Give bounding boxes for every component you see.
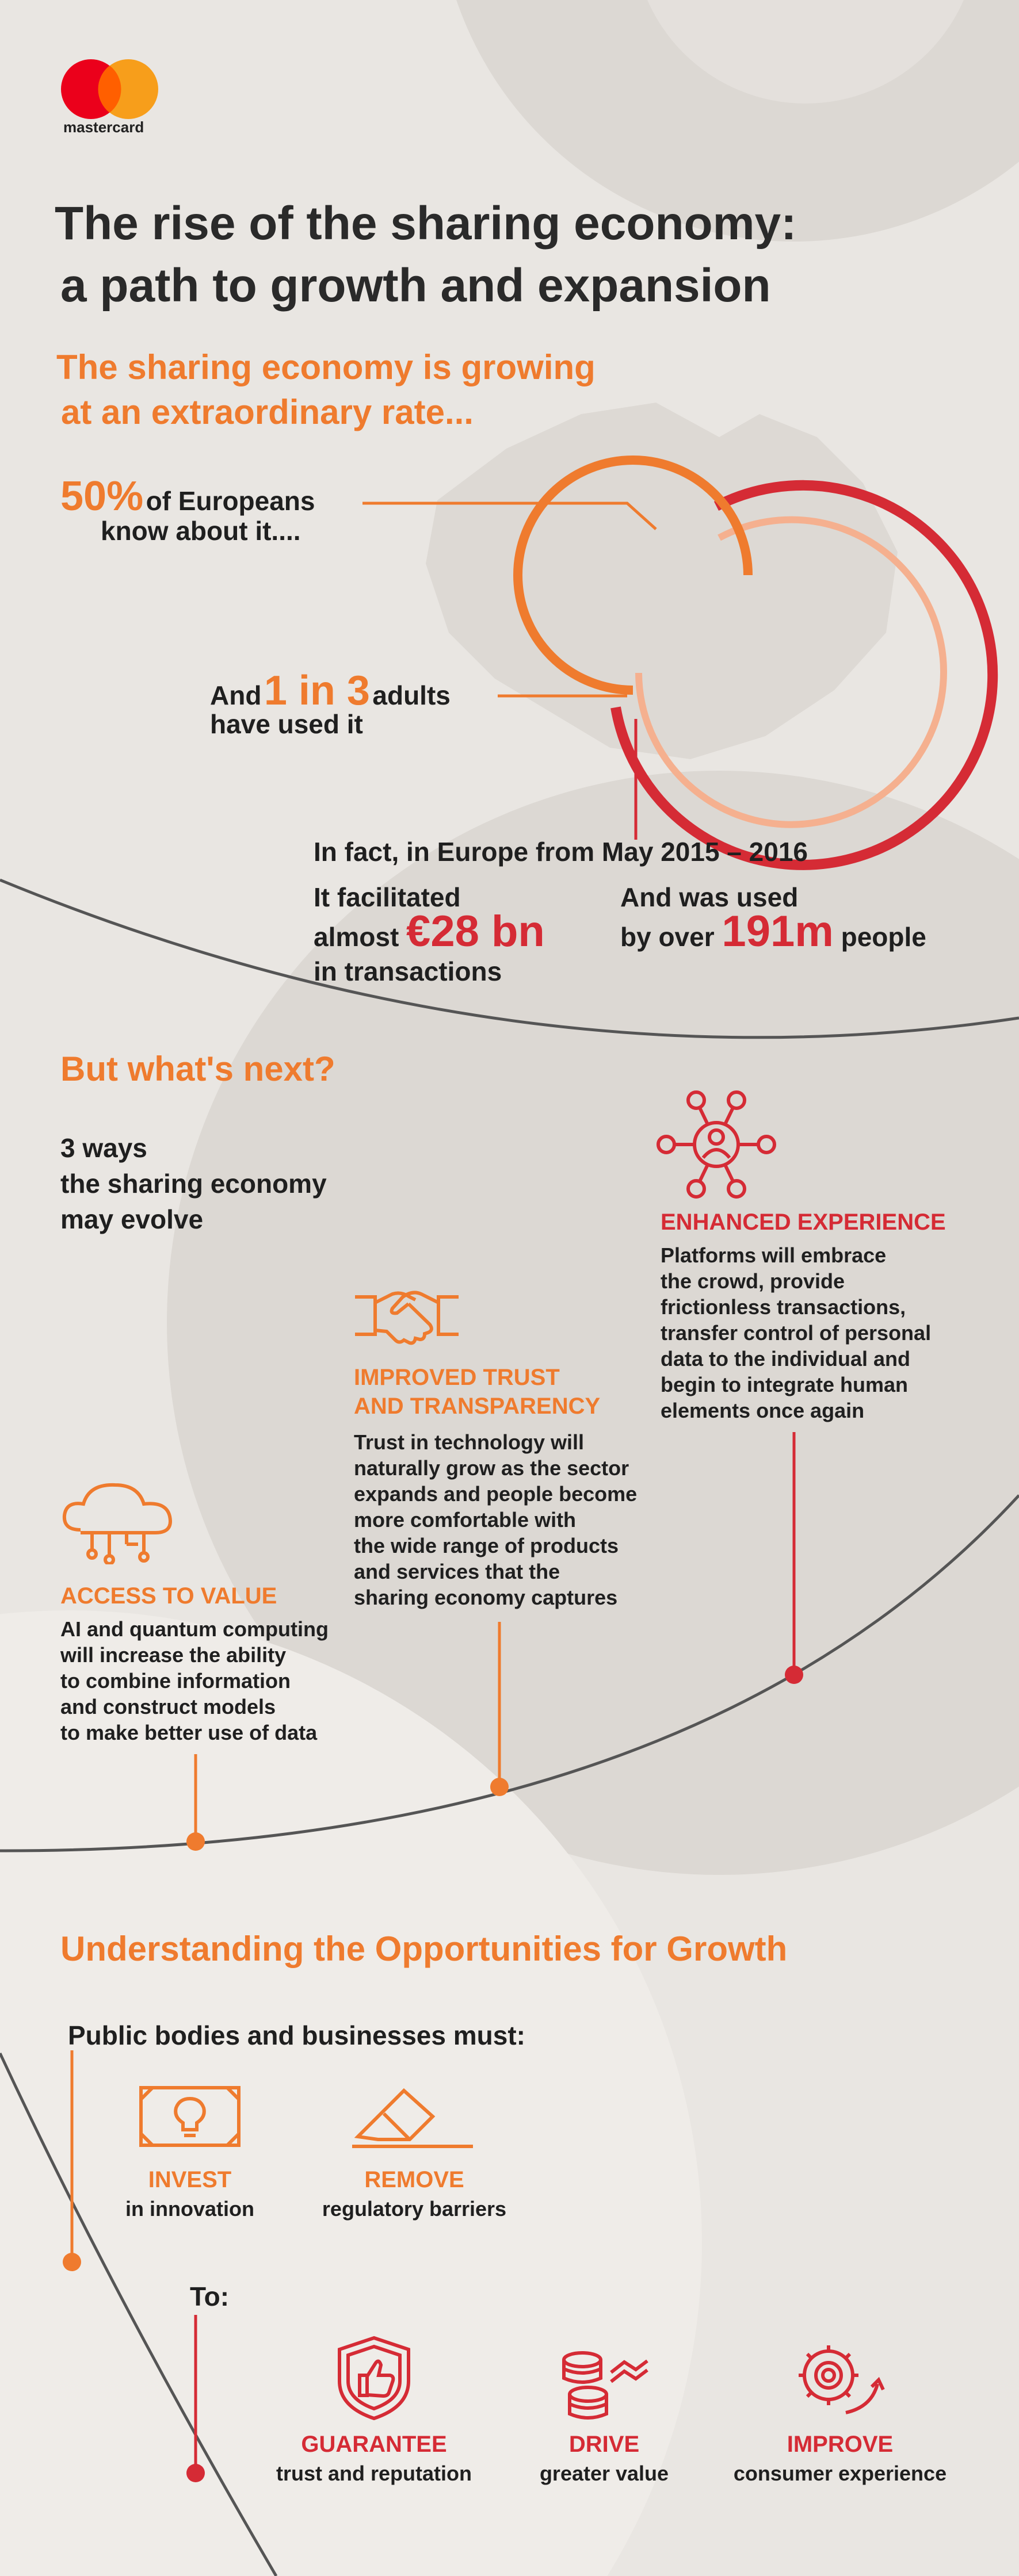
action-invest-title: INVEST bbox=[148, 2167, 232, 2192]
action-remove-text: regulatory barriers bbox=[322, 2197, 507, 2221]
fact-heading: In fact, in Europe from May 2015 – 2016 bbox=[314, 837, 808, 867]
fact-users-value: 191m bbox=[722, 907, 834, 956]
way-experience-line: Platforms will embrace bbox=[661, 1243, 887, 1267]
fact-transactions-line2 bbox=[314, 907, 545, 956]
fact-transactions-line1: It facilitated bbox=[314, 882, 461, 912]
next-subheading bbox=[60, 1130, 327, 1237]
outcome-drive-text: greater value bbox=[539, 2462, 669, 2485]
outcome-guarantee-text: trust and reputation bbox=[276, 2462, 472, 2485]
stat-usage-prefix: And bbox=[210, 680, 262, 710]
way-experience-line: elements once again bbox=[661, 1399, 865, 1422]
outcome-drive bbox=[495, 2430, 713, 2489]
shield-thumbs-up-icon bbox=[334, 2335, 414, 2421]
lightbulb-banknote-icon bbox=[138, 2085, 242, 2148]
way-access-line: will increase the ability bbox=[60, 1643, 287, 1667]
growth-heading bbox=[56, 345, 596, 435]
mastercard-logo bbox=[56, 58, 166, 136]
mastercard-logo-icon bbox=[56, 58, 166, 127]
cloud-network-icon bbox=[58, 1478, 178, 1564]
stat-awareness-value: 50% bbox=[60, 473, 144, 519]
growth-heading-line1: The sharing economy is growing bbox=[56, 348, 596, 386]
growth-heading-line2: at an extraordinary rate... bbox=[61, 393, 474, 431]
way-access-text bbox=[60, 1616, 329, 1746]
way-access-line: AI and quantum computing bbox=[60, 1617, 329, 1641]
action-remove bbox=[299, 2165, 529, 2224]
way-access-line: and construct models bbox=[60, 1695, 276, 1718]
eraser-icon bbox=[352, 2082, 479, 2151]
way-trust-title bbox=[354, 1363, 600, 1421]
way-trust-line: and services that the bbox=[354, 1560, 560, 1583]
way-trust-line: expands and people become bbox=[354, 1482, 638, 1506]
mastercard-wordmark: mastercard bbox=[63, 118, 144, 136]
fact-transactions-line3: in transactions bbox=[314, 956, 502, 986]
opportunities-must: Public bodies and businesses must: bbox=[68, 2020, 525, 2050]
fact-users-prefix: by over bbox=[620, 922, 715, 952]
stat-usage-text1: adults bbox=[372, 680, 451, 710]
way-trust-line: sharing economy captures bbox=[354, 1586, 618, 1609]
way-trust-line: more comfortable with bbox=[354, 1508, 577, 1532]
stat-awareness-text1: of Europeans bbox=[146, 486, 315, 516]
outcome-improve bbox=[696, 2430, 984, 2489]
person-network-icon bbox=[656, 1090, 777, 1199]
way-experience-line: data to the individual and bbox=[661, 1347, 911, 1371]
way-access-line: to combine information bbox=[60, 1669, 291, 1693]
outcome-guarantee-title: GUARANTEE bbox=[301, 2432, 447, 2457]
stat-awareness-text2: know about it.... bbox=[101, 516, 301, 546]
title-line1: The rise of the sharing economy: bbox=[55, 197, 797, 250]
way-experience-text bbox=[661, 1242, 931, 1423]
outcome-improve-text: consumer experience bbox=[733, 2462, 947, 2485]
next-subheading-line2: the sharing economy bbox=[60, 1169, 327, 1199]
way-trust-line: naturally grow as the sector bbox=[354, 1456, 629, 1480]
next-subheading-line1: 3 ways bbox=[60, 1133, 147, 1163]
fact-users-line1: And was used bbox=[620, 882, 799, 912]
outcome-drive-title: DRIVE bbox=[568, 2432, 640, 2457]
way-trust-line: Trust in technology will bbox=[354, 1430, 585, 1454]
way-experience-line: the crowd, provide bbox=[661, 1269, 845, 1293]
action-invest bbox=[104, 2165, 276, 2224]
stat-usage-value: 1 in 3 bbox=[264, 668, 370, 714]
opportunities-to: To: bbox=[190, 2282, 230, 2311]
fact-transactions bbox=[314, 880, 545, 989]
stat-usage bbox=[210, 667, 451, 742]
fact-users bbox=[620, 880, 926, 954]
way-access-line: to make better use of data bbox=[60, 1721, 318, 1744]
way-trust-title-line2: AND TRANSPARENCY bbox=[354, 1394, 601, 1419]
fact-users-line2 bbox=[620, 907, 926, 956]
fact-transactions-value: €28 bn bbox=[406, 907, 545, 956]
stat-awareness bbox=[60, 473, 315, 549]
way-experience-line: transfer control of personal bbox=[661, 1321, 932, 1345]
action-invest-text: in innovation bbox=[125, 2197, 254, 2221]
way-experience-title: ENHANCED EXPERIENCE bbox=[661, 1209, 946, 1235]
way-trust-line: the wide range of products bbox=[354, 1534, 619, 1557]
fact-transactions-prefix: almost bbox=[314, 922, 399, 952]
action-remove-title: REMOVE bbox=[364, 2167, 464, 2192]
title-line2: a path to growth and expansion bbox=[60, 259, 771, 312]
next-subheading-line3: may evolve bbox=[60, 1204, 204, 1234]
outcome-guarantee bbox=[242, 2430, 506, 2489]
way-experience-line: begin to integrate human bbox=[661, 1373, 909, 1396]
way-trust-text bbox=[354, 1429, 637, 1610]
gear-arrow-icon bbox=[791, 2341, 889, 2421]
way-experience-line: frictionless transactions, bbox=[661, 1295, 906, 1319]
outcome-improve-title: IMPROVE bbox=[787, 2432, 894, 2457]
opportunities-heading: Understanding the Opportunities for Growth bbox=[60, 1930, 788, 1968]
way-access-title: ACCESS TO VALUE bbox=[60, 1583, 277, 1609]
page-title bbox=[55, 193, 796, 317]
handshake-icon bbox=[352, 1280, 461, 1349]
coins-stack-icon bbox=[558, 2349, 650, 2424]
fact-users-suffix: people bbox=[841, 922, 926, 952]
stat-usage-text2: have used it bbox=[210, 709, 363, 739]
next-heading: But what's next? bbox=[60, 1050, 335, 1088]
way-trust-title-line1: IMPROVED TRUST bbox=[354, 1365, 560, 1390]
